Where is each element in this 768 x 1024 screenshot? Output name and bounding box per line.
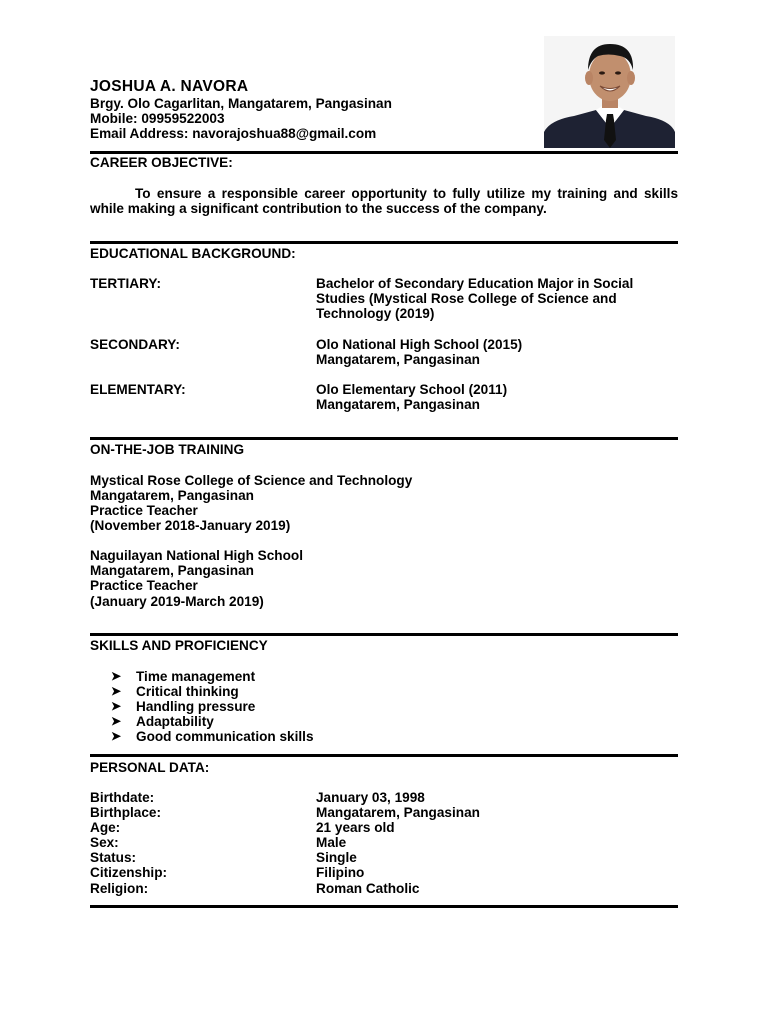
- elementary-label: ELEMENTARY:: [90, 382, 186, 397]
- secondary-school: Olo National High School (2015): [316, 337, 523, 352]
- secondary-location: Mangatarem, Pangasinan: [316, 352, 480, 367]
- personal-label-status: Status:: [90, 850, 137, 865]
- career-objective-heading: CAREER OBJECTIVE:: [90, 155, 233, 170]
- mobile-number: Mobile: 09959522003: [90, 111, 225, 126]
- skill-item: Adaptability: [136, 714, 214, 729]
- career-objective-text: To ensure a responsible career opportunity to fully utilize my training and skills while making a significant contribution to the success of the company.: [90, 186, 678, 217]
- header-divider: [90, 151, 678, 154]
- personal-value-age: 21 years old: [316, 820, 395, 835]
- ojt-divider: [90, 633, 678, 636]
- personal-label-birthplace: Birthplace:: [90, 805, 162, 820]
- education-heading: EDUCATIONAL BACKGROUND:: [90, 246, 296, 261]
- portrait-image: [544, 36, 675, 148]
- arrowhead-bullet-icon: ➤: [111, 669, 122, 683]
- footer-divider: [90, 905, 678, 908]
- ojt-role: Practice Teacher: [90, 503, 198, 518]
- objective-divider: [90, 241, 678, 244]
- personal-label-sex: Sex:: [90, 835, 119, 850]
- arrowhead-bullet-icon: ➤: [111, 699, 122, 713]
- ojt-heading: ON-THE-JOB TRAINING: [90, 442, 245, 457]
- personal-value-sex: Male: [316, 835, 347, 850]
- personal-label-religion: Religion:: [90, 881, 149, 896]
- ojt-period: (January 2019-March 2019): [90, 594, 264, 609]
- elementary-location: Mangatarem, Pangasinan: [316, 397, 480, 412]
- applicant-name: JOSHUA A. NAVORA: [90, 78, 249, 95]
- address: Brgy. Olo Cagarlitan, Mangatarem, Pangasinan: [90, 96, 392, 111]
- tertiary-label: TERTIARY:: [90, 276, 161, 291]
- ojt-role: Practice Teacher: [90, 578, 198, 593]
- skills-divider: [90, 754, 678, 757]
- personal-label-age: Age:: [90, 820, 121, 835]
- ojt-school: Naguilayan National High School: [90, 548, 303, 563]
- personal-label-citizenship: Citizenship:: [90, 865, 168, 880]
- skill-item: Critical thinking: [136, 684, 239, 699]
- skill-item: Handling pressure: [136, 699, 256, 714]
- personal-data-heading: PERSONAL DATA:: [90, 760, 210, 775]
- arrowhead-bullet-icon: ➤: [111, 684, 122, 698]
- ojt-school: Mystical Rose College of Science and Technology: [90, 473, 413, 488]
- personal-value-citizenship: Filipino: [316, 865, 365, 880]
- secondary-label: SECONDARY:: [90, 337, 180, 352]
- education-divider: [90, 437, 678, 440]
- ojt-location: Mangatarem, Pangasinan: [90, 488, 254, 503]
- ojt-location: Mangatarem, Pangasinan: [90, 563, 254, 578]
- personal-value-religion: Roman Catholic: [316, 881, 420, 896]
- tertiary-value: Bachelor of Secondary Education Major in Social Studies (Mystical Rose College of Science and Technology (2019): [316, 276, 634, 322]
- arrowhead-bullet-icon: ➤: [111, 714, 122, 728]
- arrowhead-bullet-icon: ➤: [111, 729, 122, 743]
- personal-value-birthplace: Mangatarem, Pangasinan: [316, 805, 480, 820]
- skills-heading: SKILLS AND PROFICIENCY: [90, 638, 268, 653]
- personal-value-status: Single: [316, 850, 357, 865]
- profile-photo: [544, 36, 675, 148]
- elementary-school: Olo Elementary School (2011): [316, 382, 508, 397]
- ojt-period: (November 2018-January 2019): [90, 518, 291, 533]
- personal-value-birthdate: January 03, 1998: [316, 790, 425, 805]
- skill-item: Time management: [136, 669, 256, 684]
- skill-item: Good communication skills: [136, 729, 314, 744]
- personal-label-birthdate: Birthdate:: [90, 790, 155, 805]
- email-address: Email Address: navorajoshua88@gmail.com: [90, 126, 377, 141]
